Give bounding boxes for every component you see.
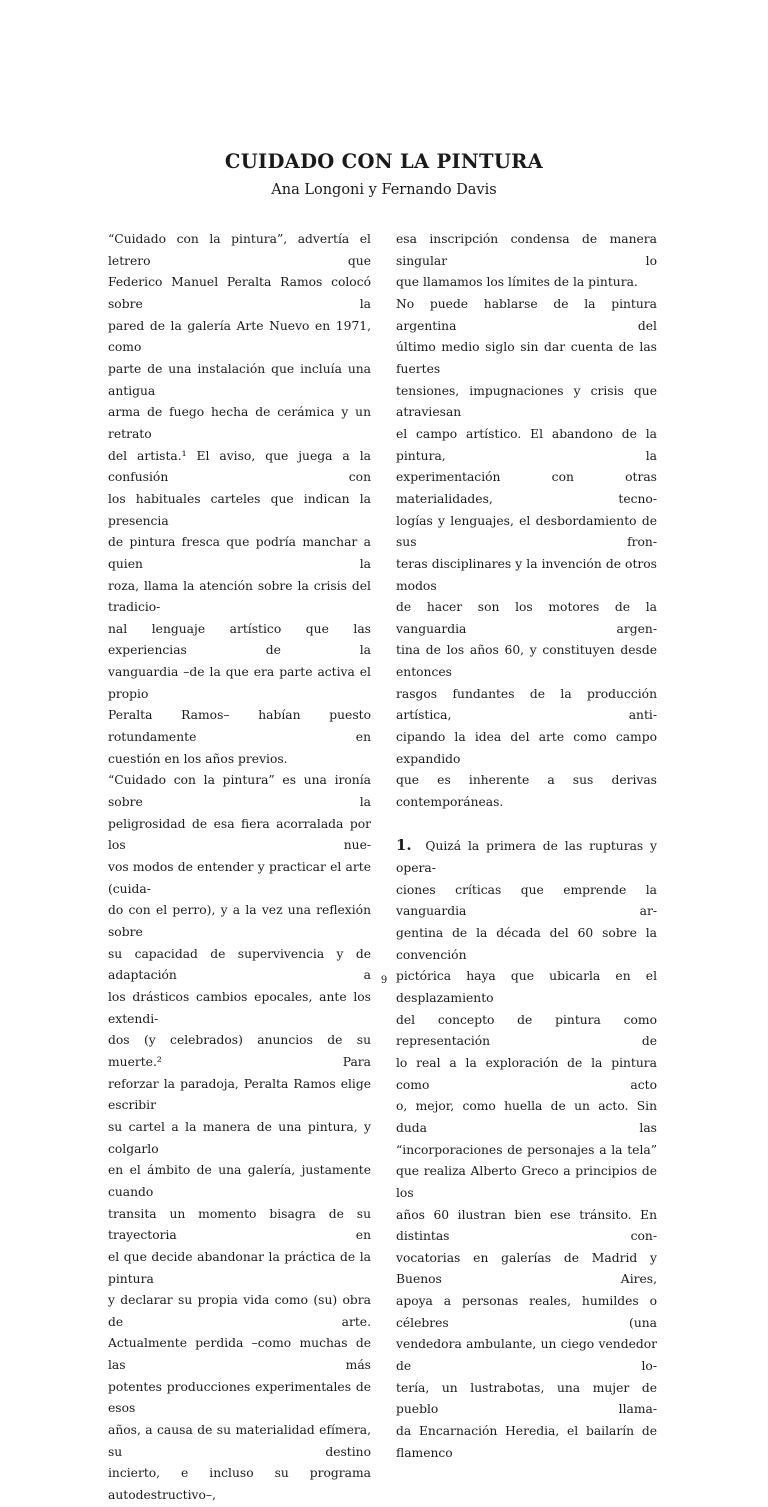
text-line: tina de los años 60, y constituyen desde entonces: [396, 643, 657, 680]
text-line: del concepto de pintura como representación de: [396, 1012, 657, 1049]
text-line: o, mejor, como huella de un acto. Sin duda las: [396, 1099, 657, 1135]
text-line: “incorporaciones de personajes a la tela”: [396, 1142, 657, 1157]
text-line: pictórica haya que ubicarla en el desplazamiento: [396, 969, 657, 1005]
text-line: Actualmente perdida –como muchas de las más: [108, 1336, 371, 1373]
text-line: lo real a la exploración de la pintura como acto: [396, 1055, 657, 1092]
text-line: y declarar su propia vida como (su) obra de arte.: [108, 1293, 371, 1329]
text-line: cipando la idea del arte como campo expandido: [396, 730, 657, 766]
text-line: potentes producciones experimentales de esos: [108, 1379, 371, 1416]
paragraph-gap: [396, 814, 657, 836]
text-line: vocatorias en galerías de Madrid y Buenos Aires,: [396, 1250, 657, 1287]
text-line: peligrosidad de esa fiera acorralada por los nue-: [108, 816, 371, 853]
text-line: ciones críticas que emprende la vanguardia ar-: [396, 882, 657, 919]
text-line: vendedora ambulante, un ciego vendedor de lo-: [396, 1337, 657, 1374]
text-line: esa inscripción condensa de manera singular lo: [396, 232, 657, 268]
text-line: nal lenguaje artístico que las experiencias de la: [108, 621, 371, 658]
text-line: años, a causa de su materialidad efímera, su destino: [108, 1423, 371, 1459]
text-line: rasgos fundantes de la producción artística, anti-: [396, 686, 657, 723]
text-line: pared de la galería Arte Nuevo en 1971, como: [108, 318, 371, 355]
text-line: años 60 ilustran bien ese tránsito. En distintas con-: [396, 1207, 657, 1244]
text-line: los habituales carteles que indican la presencia: [108, 491, 371, 528]
text-line: No puede hablarse de la pintura argentina del: [396, 296, 657, 333]
text-line: del artista.¹ El aviso, que juega a la confusión con: [108, 448, 371, 485]
text-line: gentina de la década del 60 sobre la convención: [396, 925, 657, 962]
text-line: de hacer son los motores de la vanguardia argen-: [396, 600, 657, 636]
text-line: logías y lenguajes, el desbordamiento de sus fron-: [396, 513, 657, 550]
text-line: cuestión en los años previos.: [108, 751, 288, 766]
text-line: los drásticos cambios epocales, ante los extendi-: [108, 989, 371, 1026]
text-line: da Encarnación Heredia, el bailarín de flamenco: [396, 1424, 657, 1460]
text-line: Federico Manuel Peralta Ramos colocó sobre la: [108, 275, 371, 311]
text-line: de pintura fresca que podría manchar a quien la: [108, 535, 371, 571]
text-line: reforzar la paradoja, Peralta Ramos elige escribir: [108, 1076, 371, 1113]
text-line: do con el perro), y a la vez una reflexión sobre: [108, 903, 371, 939]
text-line: transita un momento bisagra de su trayectoria en: [108, 1206, 371, 1243]
text-line: experimentación con otras materialidades, tecno-: [396, 470, 657, 506]
text-line: que realiza Alberto Greco a principios de los: [396, 1164, 657, 1200]
text-line: dos (y celebrados) anuncios de su muerte.² Para: [108, 1033, 371, 1069]
text-line: teras disciplinares y la invención de otros modos: [396, 556, 657, 593]
text-line: vos modos de entender y practicar el arte (cuida-: [108, 860, 371, 896]
left-column: [108, 229, 371, 1507]
text-line: el que decide abandonar la práctica de la pintura: [108, 1249, 371, 1286]
text-line: parte de una instalación que incluía una antigua: [108, 361, 371, 398]
section-first-line: Quizá la primera de las rupturas y opera-: [396, 839, 658, 876]
text-line: incierto, e incluso su programa autodestructivo–,: [108, 1466, 371, 1503]
text-line: que llamamos los límites de la pintura.: [396, 275, 638, 290]
right-column: [396, 229, 657, 1464]
article-authors: Ana Longoni y Fernando Davis: [271, 182, 497, 198]
text-line: vanguardia –de la que era parte activa el propio: [108, 665, 371, 701]
section-number: 1.: [396, 836, 412, 855]
text-line: en el ámbito de una galería, justamente cuando: [108, 1163, 371, 1199]
text-line: su cartel a la manera de una pintura, y colgarlo: [108, 1119, 371, 1156]
text-line: [396, 835, 657, 879]
page-number: 9: [380, 975, 388, 986]
text-line: su capacidad de supervivencia y de adaptación a: [108, 946, 371, 983]
text-line: que es inherente a sus derivas contemporáneas.: [396, 773, 657, 810]
text-line: último medio siglo sin dar cuenta de las fuertes: [396, 340, 657, 376]
text-line: “Cuidado con la pintura” es una ironía sobre la: [108, 773, 371, 810]
text-line: tería, un lustrabotas, una mujer de pueblo llama-: [396, 1380, 657, 1417]
text-line: arma de fuego hecha de cerámica y un retrato: [108, 405, 371, 441]
text-line: roza, llama la atención sobre la crisis del tradicio-: [108, 578, 371, 615]
text-line: Peralta Ramos– habían puesto rotundamente en: [108, 708, 371, 745]
text-line: tensiones, impugnaciones y crisis que atraviesan: [396, 383, 657, 420]
article-title: CUIDADO CON LA PINTURA: [224, 150, 544, 173]
text-line: el campo artístico. El abandono de la pintura, la: [396, 426, 657, 463]
text-line: “Cuidado con la pintura”, advertía el letrero que: [108, 232, 371, 268]
text-line: apoya a personas reales, humildes o célebres (una: [396, 1294, 657, 1330]
